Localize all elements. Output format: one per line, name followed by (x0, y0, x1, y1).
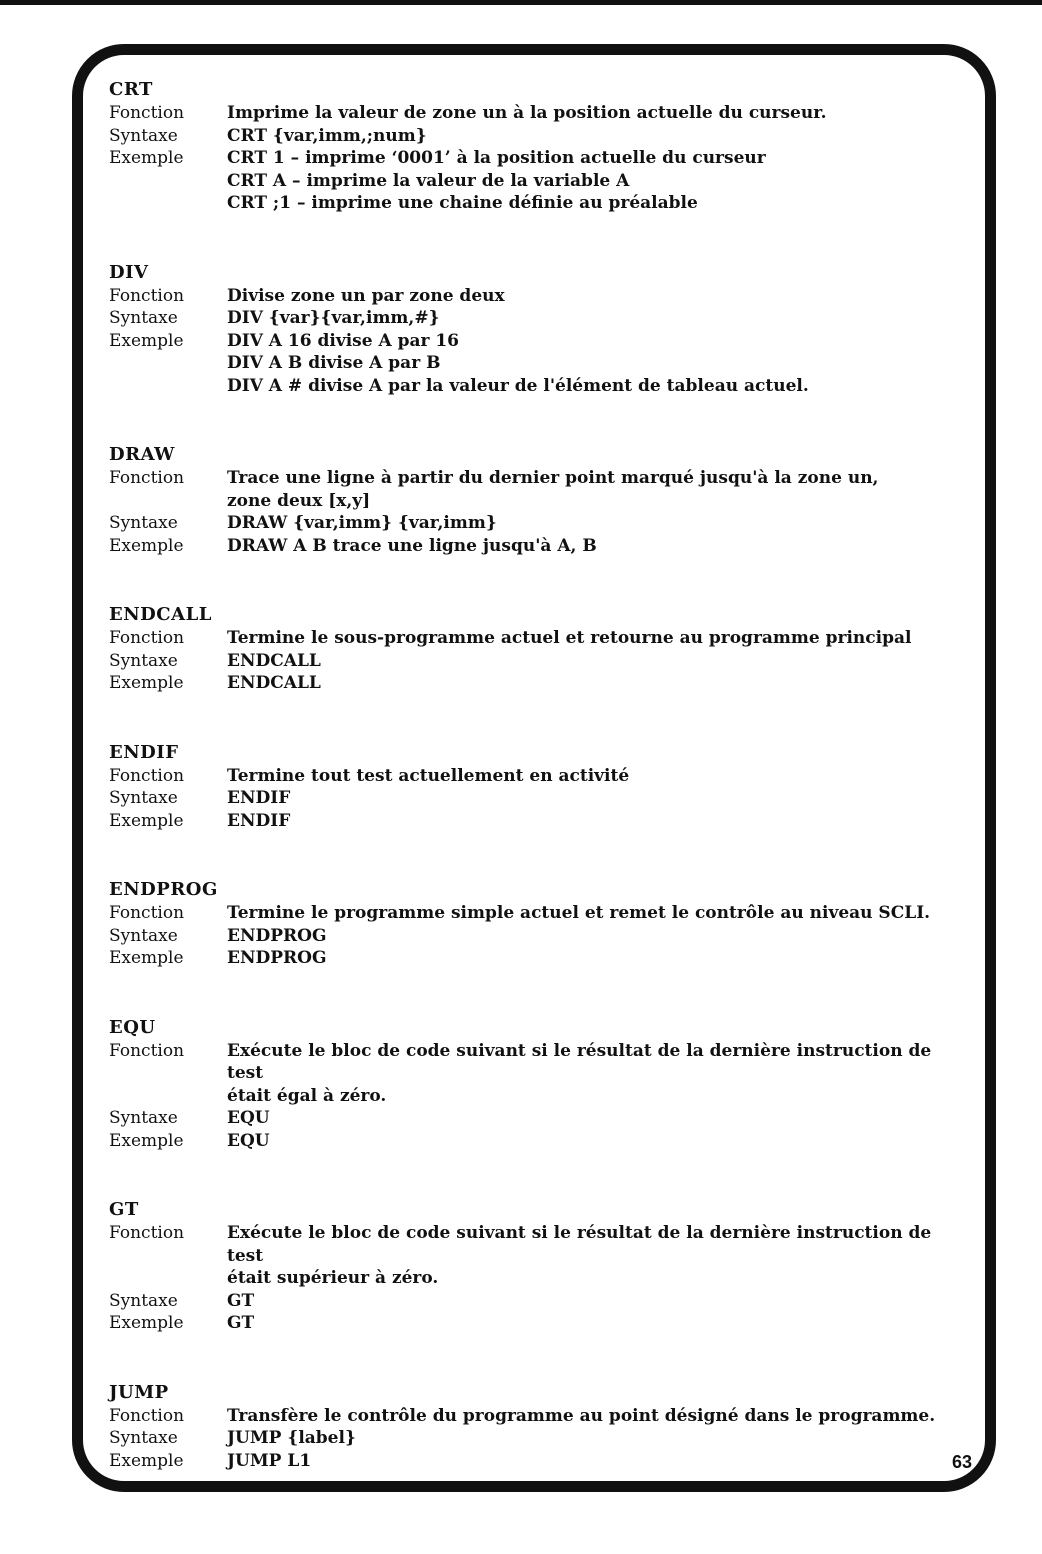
exemple-row (109, 947, 959, 970)
syntaxe-row (109, 307, 959, 330)
fonction-value (227, 1040, 959, 1108)
command-entry (109, 878, 959, 970)
exemple-row (109, 672, 959, 695)
fonction-row (109, 627, 959, 650)
command-entry (109, 1198, 959, 1335)
exemple-value (227, 147, 959, 215)
command-entry (109, 1381, 959, 1473)
syntaxe-value (227, 125, 959, 148)
syntaxe-value (227, 1290, 959, 1313)
exemple-value (227, 947, 959, 970)
syntaxe-value (227, 787, 959, 810)
fonction-line: Trace une ligne à partir du dernier point marqué jusqu'à la zone un, (227, 468, 879, 488)
command-entry (109, 443, 959, 557)
exemple-line: GT (227, 1313, 255, 1333)
syntaxe-line: JUMP {label} (227, 1428, 356, 1448)
exemple-row (109, 330, 959, 398)
exemple-line: EQU (227, 1130, 270, 1151)
syntaxe-value (227, 925, 959, 948)
exemple-line: ENDCALL (227, 673, 321, 693)
fonction-line: Termine tout test actuellement en activité (227, 765, 630, 786)
syntaxe-label: Syntaxe (109, 125, 178, 146)
command-name: JUMP (109, 1381, 169, 1403)
syntaxe-value (227, 1427, 959, 1450)
syntaxe-label: Syntaxe (109, 1428, 178, 1448)
command-name: CRT (109, 79, 153, 100)
syntaxe-row (109, 1107, 959, 1130)
fonction-value (227, 285, 959, 308)
exemple-row (109, 535, 959, 558)
fonction-value (227, 902, 959, 925)
syntaxe-row (109, 512, 959, 535)
syntaxe-line: DRAW {var,imm} {var,imm} (227, 513, 497, 533)
exemple-line: ENDIF (227, 810, 291, 831)
fonction-line: Termine le programme simple actuel et remet le contrôle au niveau SCLI. (227, 903, 931, 923)
syntaxe-row (109, 787, 959, 810)
syntaxe-line: ENDPROG (227, 925, 327, 946)
syntaxe-label: Syntaxe (109, 1108, 178, 1128)
command-name: DIV (109, 261, 149, 283)
exemple-row (109, 810, 959, 833)
syntaxe-row (109, 125, 959, 148)
exemple-value (227, 1450, 959, 1473)
fonction-line: Imprime la valeur de zone un à la position actuelle du curseur. (227, 103, 827, 123)
fonction-line: Divise zone un par zone deux (227, 285, 505, 306)
fonction-label: Fonction (109, 903, 185, 923)
exemple-label: Exemple (109, 948, 184, 968)
syntaxe-label: Syntaxe (109, 925, 178, 946)
fonction-row (109, 285, 959, 308)
exemple-row (109, 1130, 959, 1153)
syntaxe-row (109, 650, 959, 673)
exemple-value (227, 672, 959, 695)
command-name: GT (109, 1199, 139, 1220)
fonction-label: Fonction (109, 468, 185, 488)
command-entry (109, 261, 959, 398)
page-number: 63 (952, 1452, 973, 1472)
exemple-line: DIV A 16 divise A par 16 (227, 330, 460, 351)
syntaxe-label: Syntaxe (109, 513, 178, 533)
fonction-value (227, 627, 959, 650)
fonction-line: Transfère le contrôle du programme au point désigné dans le programme. (227, 1405, 936, 1426)
top-rule (0, 0, 1042, 5)
syntaxe-row (109, 1290, 959, 1313)
fonction-label: Fonction (109, 1405, 185, 1426)
exemple-line: CRT A – imprime la valeur de la variable A (227, 170, 630, 191)
fonction-value (227, 1405, 959, 1428)
fonction-row (109, 467, 959, 512)
exemple-label: Exemple (109, 810, 184, 831)
exemple-label: Exemple (109, 148, 184, 168)
fonction-row (109, 102, 959, 125)
fonction-label: Fonction (109, 103, 185, 123)
fonction-value (227, 1222, 959, 1290)
exemple-value (227, 810, 959, 833)
command-entry (109, 78, 959, 215)
exemple-row (109, 1312, 959, 1335)
exemple-row (109, 1450, 959, 1473)
fonction-label: Fonction (109, 628, 185, 648)
command-entry (109, 1016, 959, 1153)
exemple-line: CRT 1 – imprime ‘0001’ à la position actuelle du curseur (227, 148, 766, 168)
fonction-line: était égal à zéro. (227, 1085, 387, 1106)
fonction-row (109, 902, 959, 925)
command-name: ENDPROG (109, 879, 218, 900)
command-name: DRAW (109, 444, 175, 465)
syntaxe-value (227, 512, 959, 535)
fonction-value (227, 102, 959, 125)
syntaxe-value (227, 307, 959, 330)
fonction-label: Fonction (109, 1040, 185, 1061)
syntaxe-line: DIV {var}{var,imm,#} (227, 308, 440, 328)
syntaxe-line: ENDIF (227, 788, 291, 808)
exemple-line: DIV A # divise A par la valeur de l'élément de tableau actuel. (227, 375, 809, 396)
exemple-line: JUMP L1 (227, 1450, 312, 1471)
fonction-label: Fonction (109, 765, 185, 786)
exemple-value (227, 1130, 959, 1153)
exemple-label: Exemple (109, 535, 184, 556)
fonction-line: était supérieur à zéro. (227, 1268, 439, 1288)
exemple-row (109, 147, 959, 215)
command-entry (109, 603, 959, 695)
command-name: EQU (109, 1016, 156, 1038)
syntaxe-label: Syntaxe (109, 308, 178, 328)
fonction-value (227, 765, 959, 788)
fonction-row (109, 765, 959, 788)
exemple-label: Exemple (109, 330, 184, 351)
exemple-line: DIV A B divise A par B (227, 353, 441, 373)
exemple-value (227, 330, 959, 398)
exemple-line: ENDPROG (227, 948, 327, 968)
fonction-line: Exécute le bloc de code suivant si le résultat de la dernière instruction de test (227, 1040, 932, 1083)
syntaxe-row (109, 1427, 959, 1450)
fonction-row (109, 1405, 959, 1428)
command-entry (109, 741, 959, 833)
syntaxe-line: EQU (227, 1108, 270, 1128)
fonction-row (109, 1222, 959, 1290)
exemple-line: CRT ;1 – imprime une chaine définie au préalable (227, 193, 698, 213)
fonction-value (227, 467, 959, 512)
syntaxe-label: Syntaxe (109, 650, 178, 671)
exemple-line: DRAW A B trace une ligne jusqu'à A, B (227, 535, 597, 556)
syntaxe-line: CRT {var,imm,;num} (227, 125, 427, 146)
exemple-label: Exemple (109, 673, 184, 693)
exemple-label: Exemple (109, 1313, 184, 1333)
syntaxe-row (109, 925, 959, 948)
fonction-line: Termine le sous-programme actuel et retourne au programme principal (227, 628, 912, 648)
fonction-line: zone deux [x,y] (227, 490, 371, 511)
fonction-label: Fonction (109, 1223, 185, 1243)
syntaxe-line: GT (227, 1290, 255, 1311)
syntaxe-label: Syntaxe (109, 788, 178, 808)
fonction-label: Fonction (109, 285, 185, 306)
syntaxe-value (227, 650, 959, 673)
fonction-row (109, 1040, 959, 1108)
command-name: ENDIF (109, 741, 179, 763)
command-reference (109, 78, 959, 1472)
syntaxe-label: Syntaxe (109, 1290, 178, 1311)
exemple-label: Exemple (109, 1130, 184, 1151)
fonction-line: Exécute le bloc de code suivant si le résultat de la dernière instruction de test (227, 1223, 932, 1266)
exemple-value (227, 535, 959, 558)
exemple-value (227, 1312, 959, 1335)
syntaxe-line: ENDCALL (227, 650, 321, 671)
syntaxe-value (227, 1107, 959, 1130)
exemple-label: Exemple (109, 1450, 184, 1471)
command-name: ENDCALL (109, 604, 212, 625)
